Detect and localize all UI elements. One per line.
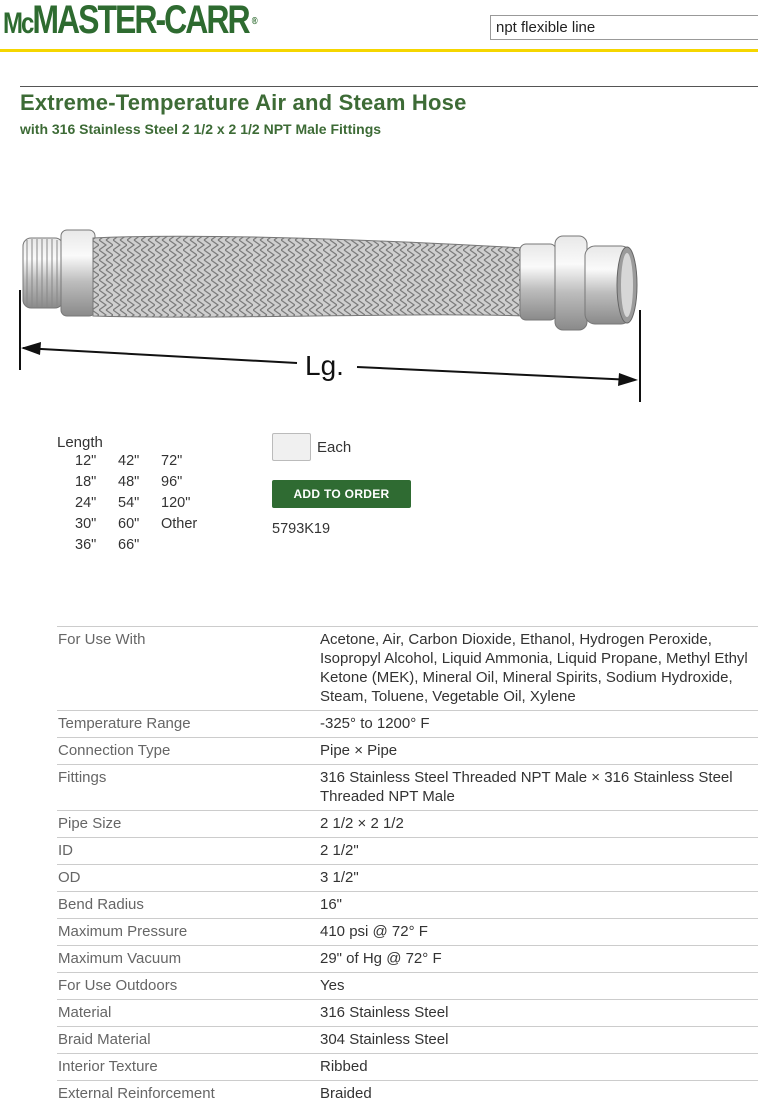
header-accent-line: [0, 49, 758, 52]
spec-row: [57, 626, 758, 710]
spec-label: ID: [58, 842, 73, 859]
spec-row: [57, 737, 758, 764]
length-dimension-label: Lg.: [305, 350, 344, 381]
spec-row: [57, 891, 758, 918]
logo-mc: Mc: [3, 7, 33, 40]
spec-label: External Reinforcement: [58, 1085, 215, 1102]
spec-row: [57, 945, 758, 972]
part-number: 5793K19: [272, 521, 331, 537]
spec-row: [57, 837, 758, 864]
spec-label: Fittings: [58, 769, 107, 786]
length-selector: [57, 434, 198, 553]
spec-value: Pipe × Pipe: [320, 742, 398, 759]
spec-value: Braided: [320, 1085, 372, 1102]
length-option[interactable]: 48": [118, 474, 140, 490]
length-option[interactable]: 120": [161, 495, 191, 511]
spec-value: Acetone, Air, Carbon Dioxide, Ethanol, Hydrogen Peroxide, Isopropyl Alcohol, Liquid Ammonia, Liquid Propane, Methyl Ethyl Ketone (MEK), Mineral Oil, Mineral Spirits, Sodium Hydroxide, Steam, Toluene, Vegetable Oil, Xylene: [320, 631, 748, 705]
site-header: [0, 0, 758, 50]
length-option[interactable]: 54": [118, 495, 140, 511]
spec-value: 316 Stainless Steel Threaded NPT Male × 316 Stainless Steel Threaded NPT Male: [320, 769, 733, 805]
length-option[interactable]: 30": [75, 516, 97, 532]
logo-registered-mark: ®: [251, 16, 258, 27]
spec-label: Maximum Pressure: [58, 923, 188, 940]
length-option[interactable]: 96": [161, 474, 183, 490]
spec-value: 16": [320, 896, 343, 913]
spec-value: Yes: [320, 977, 345, 994]
spec-label: Bend Radius: [58, 896, 144, 913]
spec-label: Temperature Range: [58, 715, 191, 732]
spec-row: [57, 710, 758, 737]
spec-value: 304 Stainless Steel: [320, 1031, 449, 1048]
spec-row: [57, 1026, 758, 1053]
spec-label: OD: [58, 869, 81, 886]
spec-label: Pipe Size: [58, 815, 122, 832]
spec-label: For Use Outdoors: [58, 977, 178, 994]
quantity-input[interactable]: [272, 433, 311, 461]
hose-product-image: [15, 210, 655, 410]
each-label: Each: [317, 439, 352, 456]
length-option[interactable]: 12": [75, 453, 97, 469]
length-option[interactable]: 60": [118, 516, 140, 532]
spec-row: [57, 810, 758, 837]
length-option[interactable]: 72": [161, 453, 183, 469]
title-divider: [20, 86, 758, 87]
spec-value: Ribbed: [320, 1058, 368, 1075]
spec-label: Material: [58, 1004, 112, 1021]
spec-row: [57, 918, 758, 945]
length-options: [75, 453, 221, 558]
add-to-order-button[interactable]: ADD TO ORDER: [272, 480, 411, 508]
spec-row: [57, 1053, 758, 1080]
spec-label: Interior Texture: [58, 1058, 158, 1075]
spec-label: Maximum Vacuum: [58, 950, 182, 967]
mcmaster-logo[interactable]: [3, 0, 258, 44]
product-subtitle: with 316 Stainless Steel 2 1/2 x 2 1/2 NPT Male Fittings: [20, 121, 382, 137]
length-option[interactable]: Other: [161, 516, 198, 532]
spec-row: [57, 999, 758, 1026]
spec-row: [57, 1080, 758, 1107]
specifications-table: [57, 626, 758, 1107]
spec-row: [57, 864, 758, 891]
spec-label: Braid Material: [58, 1031, 151, 1048]
spec-value: 3 1/2": [320, 869, 359, 886]
spec-value: 2 1/2": [320, 842, 359, 859]
spec-label: For Use With: [58, 631, 146, 648]
spec-row: [57, 764, 758, 810]
spec-row: [57, 972, 758, 999]
length-option[interactable]: 24": [75, 495, 97, 511]
spec-value: 316 Stainless Steel: [320, 1004, 449, 1021]
logo-text: MASTER-CARR: [32, 0, 249, 42]
spec-value: 29" of Hg @ 72° F: [320, 950, 442, 967]
length-option[interactable]: 36": [75, 537, 97, 553]
length-option[interactable]: 66": [118, 537, 140, 553]
length-label: Length: [57, 434, 103, 451]
spec-value: 410 psi @ 72° F: [320, 923, 428, 940]
search-input[interactable]: [490, 15, 758, 40]
spec-value: 2 1/2 × 2 1/2: [320, 815, 404, 832]
spec-value: -325° to 1200° F: [320, 715, 430, 732]
product-title: Extreme-Temperature Air and Steam Hose: [20, 90, 467, 115]
length-option[interactable]: 42": [118, 453, 140, 469]
spec-label: Connection Type: [58, 742, 171, 759]
length-option[interactable]: 18": [75, 474, 97, 490]
